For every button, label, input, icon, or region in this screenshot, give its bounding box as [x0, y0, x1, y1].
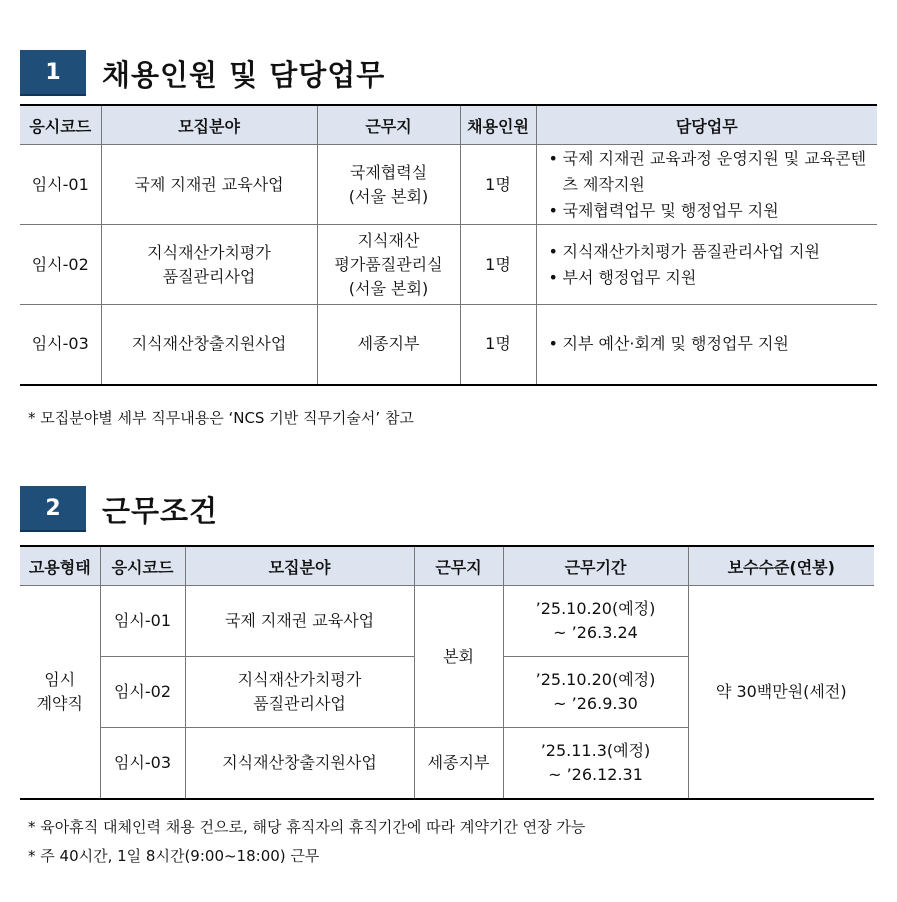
section-2-number: 2 — [20, 486, 86, 532]
code-cell: 임시-01 — [100, 586, 185, 657]
col-header-location: 근무지 — [414, 546, 503, 586]
section-2-note-1: * 육아휴직 대체인력 채용 건으로, 해당 휴직자의 휴직기간에 따라 계약기간 연장 가능 — [28, 818, 586, 836]
section-2-header — [20, 487, 218, 531]
period-cell: ’25.11.3(예정) ~ ’26.12.31 — [503, 728, 688, 799]
section-2-note-2: * 주 40시간, 1일 8시간(9:00~18:00) 근무 — [28, 847, 320, 865]
section-2-title: 근무조건 — [102, 493, 219, 528]
period-cell: ’25.10.20(예정) ~ ’26.9.30 — [503, 657, 688, 728]
col-header-period: 근무기간 — [503, 546, 688, 586]
conditions-table — [20, 545, 874, 800]
location-cell: 지식재산 평가품질관리실 (서울 본회) — [317, 225, 460, 305]
table-row — [20, 145, 877, 225]
col-header-salary: 보수수준(연봉) — [688, 546, 874, 586]
duty-item: • 부서 행정업무 지원 — [549, 265, 874, 291]
field-cell: 지식재산가치평가 품질관리사업 — [101, 225, 317, 305]
section-1-number: 1 — [20, 50, 86, 96]
table-row — [20, 586, 874, 657]
recruitment-table-header — [20, 105, 877, 145]
section-1-title: 채용인원 및 담당업무 — [102, 57, 386, 92]
table-row — [20, 305, 877, 385]
code-cell: 임시-02 — [20, 225, 101, 305]
location-cell: 국제협력실 (서울 본회) — [317, 145, 460, 225]
duty-item: • 국제 지재권 교육과정 운영지원 및 교육콘텐츠 제작지원 — [549, 146, 874, 198]
col-header-duties: 담당업무 — [536, 105, 877, 145]
section-1-note: * 모집분야별 세부 직무내용은 ‘NCS 기반 직무기술서’ 참고 — [28, 409, 414, 427]
location-cell: 세종지부 — [414, 728, 503, 799]
section-1-header — [20, 51, 385, 95]
col-header-field: 모집분야 — [101, 105, 317, 145]
duties-cell — [536, 145, 877, 225]
col-header-code: 응시코드 — [100, 546, 185, 586]
count-cell: 1명 — [460, 225, 536, 305]
field-cell: 지식재산가치평가 품질관리사업 — [185, 657, 414, 728]
col-header-location: 근무지 — [317, 105, 460, 145]
col-header-field: 모집분야 — [185, 546, 414, 586]
col-header-count: 채용인원 — [460, 105, 536, 145]
field-cell: 지식재산창출지원사업 — [101, 305, 317, 385]
duty-item: • 지부 예산·회계 및 행정업무 지원 — [549, 331, 874, 357]
recruitment-table — [20, 104, 877, 386]
field-cell: 지식재산창출지원사업 — [185, 728, 414, 799]
period-cell: ’25.10.20(예정) ~ ’26.3.24 — [503, 586, 688, 657]
location-cell: 세종지부 — [317, 305, 460, 385]
code-cell: 임시-03 — [20, 305, 101, 385]
location-cell: 본회 — [414, 586, 503, 728]
col-header-employment-type: 고용형태 — [20, 546, 100, 586]
field-cell: 국제 지재권 교육사업 — [101, 145, 317, 225]
code-cell: 임시-02 — [100, 657, 185, 728]
code-cell: 임시-03 — [100, 728, 185, 799]
code-cell: 임시-01 — [20, 145, 101, 225]
duties-cell — [536, 225, 877, 305]
field-cell: 국제 지재권 교육사업 — [185, 586, 414, 657]
count-cell: 1명 — [460, 145, 536, 225]
duty-item: • 지식재산가치평가 품질관리사업 지원 — [549, 239, 874, 265]
duty-item: • 국제협력업무 및 행정업무 지원 — [549, 198, 874, 224]
count-cell: 1명 — [460, 305, 536, 385]
salary-cell: 약 30백만원(세전) — [688, 586, 874, 799]
duties-cell — [536, 305, 877, 385]
conditions-table-header — [20, 546, 874, 586]
table-row — [20, 225, 877, 305]
col-header-code: 응시코드 — [20, 105, 101, 145]
employment-type-cell: 임시 계약직 — [20, 586, 100, 799]
